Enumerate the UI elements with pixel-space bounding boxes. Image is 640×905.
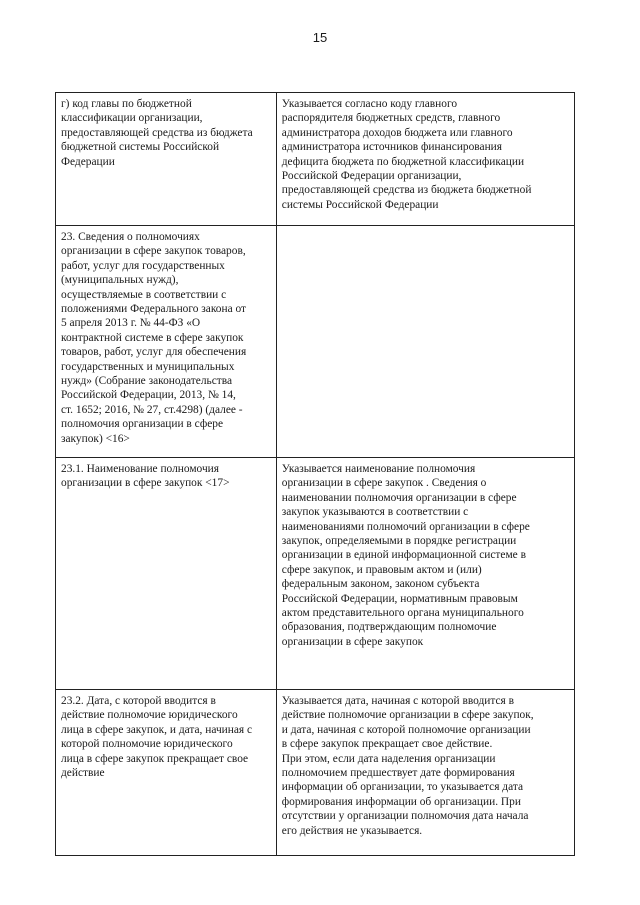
table-cell-description	[276, 458, 574, 690]
table-cell-description	[276, 690, 574, 856]
requirements-table	[55, 92, 575, 856]
description-text: Указывается дата, начиная с которой вводится в действие полномочие организации в сфере закупок, и дата, начиная с которой полномочие организации в сфере закупок прекращает свое действие. При этом, если дата наделения организации полномочием предшествует дате формирования информации об организации, то указывается дата формирования информации об организации. При отсутствии у организации полномочия дата начала его действия не указывается.	[281, 695, 534, 837]
description-text: Указывается согласно коду главного распорядителя бюджетных средств, главного администратора доходов бюджета или главного администратора источников финансирования дефицита бюджета по бюджетной классификации Российской Федерации организации, предоставляющей средства из бюджета бюджетной системы Российской Федерации	[281, 98, 532, 211]
table-cell-description	[276, 93, 574, 226]
field-text: г) код главы по бюджетной классификации организации, предоставляющей средства из бюджета бюджетной системы Российской Федерации	[61, 98, 253, 168]
table-row	[56, 690, 575, 856]
table-row	[56, 93, 575, 226]
page-number: 15	[312, 30, 328, 45]
table-row	[56, 458, 575, 690]
table-cell-field	[56, 690, 277, 856]
table-cell-description	[276, 226, 574, 458]
field-text: 23. Сведения о полномочиях организации в сфере закупок товаров, работ, услуг для государственных (муниципальных нужд), осуществляемые в соответствии с положениями Федерального закона от 5 апреля 2013 г. № 44-ФЗ «О контрактной системе в сфере закупок товаров, работ, услуг для обеспечения государственных и муниципальных нужд» (Собрание законодательства Российской Федерации, 2013, № 14, ст. 1652; 2016, № 27, ст.4298) (далее - полномочия организации в сфере закупок) <16>	[61, 231, 247, 445]
table-cell-field	[56, 226, 277, 458]
table-cell-field	[56, 458, 277, 690]
field-text: 23.1. Наименование полномочия организации в сфере закупок <17>	[61, 463, 230, 490]
field-text: 23.2. Дата, с которой вводится в действие полномочие юридического лица в сфере закупок, и дата, начиная с которой полномочие юридического лица в сфере закупок прекращает свое действие	[61, 695, 253, 780]
description-text: Указывается наименование полномочия организации в сфере закупок . Сведения о наименовании полномочия организации в сфере закупок указываются в соответствии с наименованиями полномочий организации в сфере закупок, определяемыми в порядке регистрации организации в единой информационной системе в сфере закупок, и правовым актом и (или) федеральным законом, законом субъекта Российской Федерации, нормативным правовым актом представительного органа муниципального образования, подтверждающим полномочие организации в сфере закупок	[281, 463, 530, 648]
table-row	[56, 226, 575, 458]
table-cell-field	[56, 93, 277, 226]
